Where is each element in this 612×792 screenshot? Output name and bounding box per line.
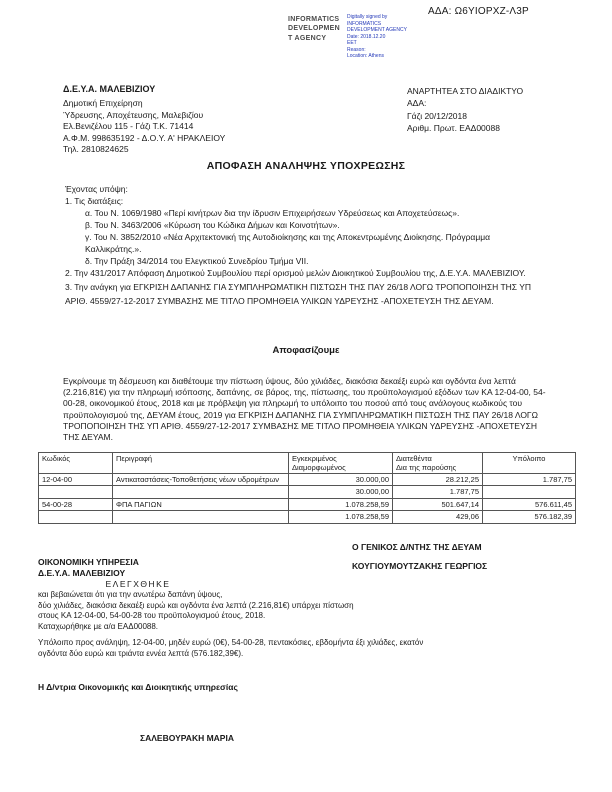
letterhead-line: Τηλ. 2810824625 (63, 144, 129, 155)
signature-line: Digitally signed by (347, 14, 388, 20)
decision-body: Εγκρίνουμε τη δέσμευση και διαθέτουμε την πίστωση ύψους, δύο χιλιάδες, διακόσια δεκαέξι ευρώ και ογδόντα ένα λεπτά (2.216,81€) για την πληρωμή ισόποσης, δαπάνης, σε βάρος, της, πίστωσης, του προϋπολογισμού εξόδων των ΚΑ 12-04-00, 54-00-28, οικονομικού έτους, 2018 και με πρόβλεψη για πληρωμή το υπόλοιπο του ποσού από τους ανάλογους κωδικούς του προϋπολογισμού της, ΔΕΥΑΜ έτους, 2019 για ΕΓΚΡΙΣΗ ΔΑΠΑΝΗΣ ΓΙΑ ΣΥΜΠΛΗΡΩΜΑΤΙΚΗ ΠΙΣΤΩΣΗ ΤΗΣ ΠΑΥ 26/18 ΛΟΓΩ ΤΡΟΠΟΠΟΙΗΣΗ ΤΗΣ ΥΠ ΑΡΙΘ. 4559/27-12-2017 ΣΥΜΒΑΣΗΣ ΜΕ ΤΙΤΛΟ ΠΡΟΜΗΘΕΙΑ ΥΛΙΚΩΝ ΥΔΡΕΥΣΗΣ -ΑΠΟΧΕΤΕΥΣΗ ΤΗΣ ΔΕΥΑΜ. (63, 376, 546, 443)
letterhead-line: Δημοτική Επιχείρηση (63, 98, 143, 109)
financial-service-label: ΟΙΚΟΝΟΜΙΚΗ ΥΠΗΡΕΣΙΑ (38, 557, 139, 567)
ada-label: ΑΔΑ: (407, 98, 427, 109)
considering-item-3: 3. Την ανάγκη για ΕΓΚΡΙΣΗ ΔΑΠΑΝΗΣ ΓΙΑ ΣΥΜΠΛΗΡΩΜΑΤΙΚΗ ΠΙΣΤΩΣΗ ΤΗΣ ΠΑΥ 26/18 ΛΟΓΩ ΤΡΟΠΟΠΟΙΗΣΗ ΤΗΣ ΥΠ ΑΡΙΘ. 4559/27-12-2017 ΣΥΜΒΑΣΗΣ ΜΕ ΤΙΤΛΟ ΠΡΟΜΗΘΕΙΑ ΥΛΙΚΩΝ ΥΔΡΕΥΣΗΣ -ΑΠΟΧΕΤΕΥΣΗ ΤΗΣ ΔΕΥΑΜ. (65, 281, 532, 306)
cell-description (113, 486, 289, 499)
financial-service-block (38, 557, 139, 579)
cell-description (113, 511, 289, 524)
signature-line: INFORMATICS (347, 20, 382, 27)
cell-description: Αντικαταστάσεις-Τοποθετήσεις νέων υδρομέτρων (113, 474, 289, 486)
document-meta (407, 85, 523, 134)
letterhead (63, 83, 225, 155)
cell-code (39, 511, 113, 524)
header-code: Κωδικός (39, 453, 113, 474)
letterhead-line: Ύδρευσης, Αποχέτευσης, Μαλεβιζίου (63, 109, 204, 120)
anartitea-label: ΑΝΑΡΤΗΤΕΑ ΣΤΟ ΔΙΑΔΙΚΤΥΟ (407, 86, 524, 96)
table-row (39, 474, 576, 486)
considering-sub-c: γ. Του Ν. 3852/2010 «Νέα Αρχιτεκτονική της Αυτοδιοίκησης και της Αποκεντρωμένης Διοίκησης. Πρόγραμμα Καλλικράτης.». (85, 232, 491, 255)
decision-heading: Αποφασίζουμε (272, 345, 340, 356)
cell-balance: 1.787,75 (483, 474, 576, 486)
cell-approved: 30.000,00 (289, 474, 393, 486)
finance-director-title: Η Δ/ντρια Οικονομικής και Διοικητικής υπηρεσίας (38, 682, 238, 692)
place-date: Γάζι 20/12/2018 (407, 110, 467, 121)
considering-sub-a: α. Του Ν. 1069/1980 «Περί κινήτρων δια την ίδρυσιν Επιχειρήσεων Υδρεύσεως και Αποχετεύσεως». (85, 208, 460, 219)
considering-intro: Έχοντας υπόψη: (65, 184, 128, 194)
cell-approved: 30.000,00 (289, 486, 393, 499)
informatics-agency-logo: INFORMATICS DEVELOPMENT AGENCY (288, 16, 341, 42)
cell-allocated: 28.212,25 (393, 474, 483, 486)
verification-line: δύο χιλιάδες, διακόσια δεκαέξι ευρώ και ογδόντα ένα λεπτά (2.216,81€) υπάρχει πίστωση (38, 600, 354, 610)
considering-item-1: 1. Τις διατάξεις: (65, 196, 124, 207)
cell-code (39, 486, 113, 499)
table-row (39, 499, 576, 511)
cell-allocated: 1.787,75 (393, 486, 483, 499)
budget-table (38, 452, 576, 524)
verification-text (38, 590, 368, 622)
considering-sub-d: δ. Την Πράξη 34/2014 του Ελεγκτικού Συνεδρίου Τμήμα VII. (85, 256, 309, 267)
table-header-row (39, 453, 576, 474)
cell-allocated: 429,06 (393, 511, 483, 524)
letterhead-line: Α.Φ.Μ. 998635192 - Δ.Ο.Υ. Α' ΗΡΑΚΛΕΙΟΥ (63, 132, 226, 143)
cell-allocated: 501.647,14 (393, 499, 483, 511)
header-approved (289, 453, 393, 474)
digital-signature-text (347, 14, 407, 60)
cell-balance: 576.611,45 (483, 499, 576, 511)
signature-line: Date: 2018.12.20 (347, 33, 386, 40)
letterhead-line: Ελ.Βενιζέλου 115 - Γάζι Τ.Κ. 71414 (63, 121, 194, 132)
header-description: Περιγραφή (113, 453, 289, 474)
ada-code: ΑΔΑ: Ω6ΥΙΟΡΧΖ-Λ3Ρ (428, 6, 529, 17)
header-approved-line1: Εγκεκριμένος (292, 454, 337, 463)
checked-label: ΕΛΕΓΧΘΗΚΕ (105, 579, 171, 589)
cell-code: 12-04-00 (39, 474, 113, 486)
cell-balance (483, 486, 576, 499)
signature-line: EET (347, 40, 357, 46)
header-approved-line2: Διαμορφωμένος (292, 463, 346, 472)
verification-line: και βεβαιώνεται ότι για την ανωτέρω δαπάνη ύψους, (38, 590, 223, 599)
registered-note: Καταχωρήθηκε με α/α ΕΑΔ00088. (38, 622, 159, 631)
header-allocated (393, 453, 483, 474)
organization-name: Δ.Ε.Υ.Α. ΜΑΛΕΒΙΖΙΟΥ (63, 84, 156, 94)
cell-balance: 576.182,39 (483, 511, 576, 524)
verification-line: στους ΚΑ 12-04-00, 54-00-28 του προϋπολογισμού έτους, 2018. (38, 611, 266, 621)
header-allocated-line1: Διατεθέντα (396, 454, 432, 463)
considering-section (65, 183, 548, 308)
cell-approved: 1.078.258,59 (289, 511, 393, 524)
finance-director-name: ΣΑΛΕΒΟΥΡΑΚΗ ΜΑΡΙΑ (140, 733, 234, 743)
signature-line: DEVELOPMENT AGENCY (347, 27, 407, 33)
table-row (39, 511, 576, 524)
considering-item-2: 2. Την 431/2017 Απόφαση Δημοτικού Συμβουλίου περί ορισμού μελών Διοικητικού Συμβουλίου της, Δ.Ε.Υ.Α. ΜΑΛΕΒΙΖΙΟΥ. (65, 268, 526, 279)
cell-code: 54-00-28 (39, 499, 113, 511)
table-row (39, 486, 576, 499)
cell-description: ΦΠΑ ΠΑΓΙΩΝ (113, 499, 289, 511)
general-director-title: Ο ΓΕΝΙΚΟΣ Δ/ΝΤΗΣ ΤΗΣ ΔΕΥΑΜ (352, 542, 482, 552)
header-balance: Υπόλοιπο (483, 453, 576, 474)
cell-approved: 1.078.258,59 (289, 499, 393, 511)
financial-service-org: Δ.Ε.Υ.Α. ΜΑΛΕΒΙΖΙΟΥ (38, 568, 126, 579)
protocol-number: Αριθμ. Πρωτ. ΕΑΔ00088 (407, 122, 500, 133)
header-allocated-line2: Δια της παρούσης (396, 463, 457, 472)
general-director-name: ΚΟΥΓΙΟΥΜΟΥΤΖΑΚΗΣ ΓΕΩΡΓΙΟΣ (352, 561, 488, 571)
balance-note: Υπόλοιπο προς ανάληψη, 12-04-00, μηδέν ευρώ (0€), 54-00-28, πεντακόσιες, εβδομήντα έξι χιλιάδες, εκατόν ογδόντα δύο ευρώ και τριάντα εννέα λεπτά (576.182,39€). (38, 638, 424, 658)
considering-sub-b: β. Του Ν. 3463/2006 «Κύρωση του Κώδικα Δήμων και Κοινοτήτων». (85, 220, 340, 231)
signature-line: Location: Athens (347, 53, 384, 59)
signature-line: Reason: (347, 46, 366, 53)
document-title: ΑΠΟΦΑΣΗ ΑΝΑΛΗΨΗΣ ΥΠΟΧΡΕΩΣΗΣ (206, 160, 406, 172)
